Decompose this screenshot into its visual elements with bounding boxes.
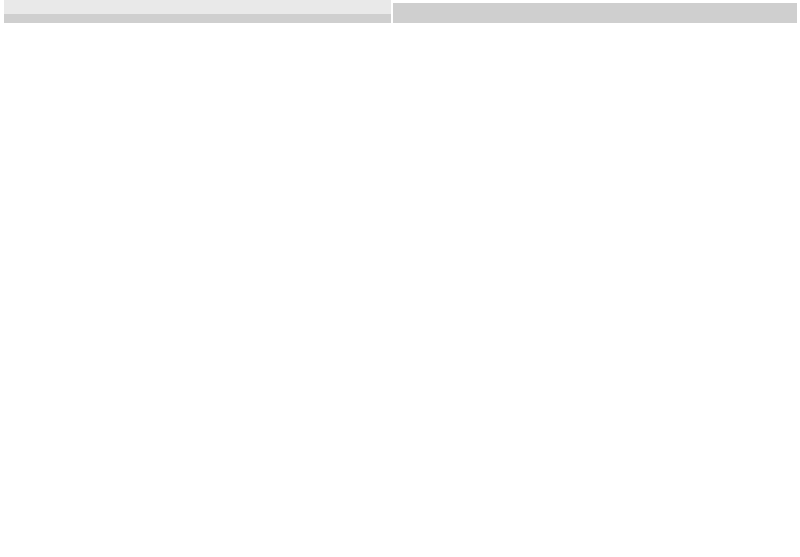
column-divider [391,3,393,554]
battery-note [4,0,391,14]
right-table-title [393,3,797,24]
right-spec-table [393,3,797,24]
